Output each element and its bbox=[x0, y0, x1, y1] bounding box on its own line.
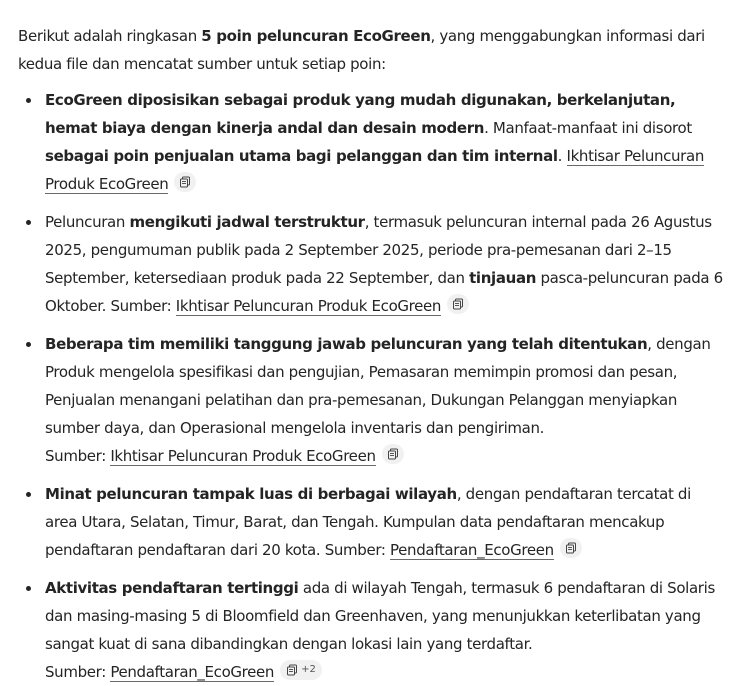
point-bold: tinjauan bbox=[469, 269, 537, 287]
document-citation-icon bbox=[286, 664, 298, 676]
document-citation-icon bbox=[179, 176, 191, 188]
source-link[interactable]: Ikhtisar Peluncuran Produk EcoGreen bbox=[110, 447, 376, 465]
intro-paragraph bbox=[18, 22, 726, 78]
launch-points-list bbox=[18, 86, 726, 686]
point-text: , dengan Produk mengelola spesifikasi dan pengujian, Pemasaran memimpin promosi dan pesan, Penjualan menangani pelatihan dan pra-pemesanan, Dukungan Pelanggan menyiapkan sumber daya, dan Operasional mengelola inventaris dan pengiriman. bbox=[45, 335, 711, 437]
point-bold: mengikuti jadwal terstruktur bbox=[129, 213, 365, 231]
point-text: Sumber: bbox=[45, 663, 111, 681]
point-text: ada di wilayah Tengah, termasuk 6 pendaftaran di Solaris dan masing-masing 5 di Bloomfield dan Greenhaven, yang menunjukkan keterlibatan yang sangat kuat di sana dibandingkan dengan lokasi lain yang terdaftar. bbox=[45, 579, 715, 653]
document-citation-icon bbox=[565, 542, 577, 554]
intro-bold: 5 poin peluncuran EcoGreen bbox=[201, 27, 431, 45]
list-item bbox=[18, 86, 726, 198]
list-item bbox=[18, 480, 726, 564]
list-item bbox=[18, 574, 726, 686]
point-text: Sumber: bbox=[45, 447, 111, 465]
point-bold: Beberapa tim memiliki tanggung jawab peluncuran yang telah ditentukan bbox=[45, 335, 648, 353]
more-citations-count: +2 bbox=[301, 664, 316, 675]
point-text: , dengan pendaftaran tercatat di area Utara, Selatan, Timur, Barat, dan Tengah. Kumpulan data pendaftaran mencakup pendaftaran pendaftaran dari 20 kota. Sumber: bbox=[45, 485, 691, 559]
point-text: pasca-peluncuran pada 6 Oktober. Sumber: bbox=[45, 269, 723, 315]
citation-badge[interactable] bbox=[174, 172, 196, 192]
citation-badge[interactable] bbox=[382, 444, 404, 464]
point-text: Peluncuran bbox=[45, 213, 130, 231]
source-link[interactable]: Ikhtisar Peluncuran Produk EcoGreen bbox=[45, 147, 704, 193]
intro-text-end: , yang menggabungkan informasi dari kedua file dan mencatat sumber untuk setiap poin: bbox=[18, 27, 705, 73]
source-link[interactable]: Pendaftaran_EcoGreen bbox=[390, 541, 554, 559]
intro-text: Berikut adalah ringkasan bbox=[18, 27, 202, 45]
source-link[interactable]: Ikhtisar Peluncuran Produk EcoGreen bbox=[175, 297, 442, 315]
point-bold: EcoGreen diposisikan sebagai produk yang mudah digunakan, berkelanjutan, hemat biaya dengan kinerja andal dan desain modern bbox=[45, 91, 676, 137]
point-bold: Minat peluncuran tampak luas di berbagai wilayah bbox=[45, 485, 457, 503]
point-bold: Aktivitas pendaftaran tertinggi bbox=[45, 579, 299, 597]
list-item bbox=[18, 330, 726, 470]
citation-badge[interactable] bbox=[280, 660, 322, 680]
document-citation-icon bbox=[452, 298, 464, 310]
source-link[interactable]: Pendaftaran_EcoGreen bbox=[110, 663, 275, 681]
point-bold: sebagai poin penjualan utama bagi pelanggan dan tim internal bbox=[45, 147, 558, 165]
point-text: . bbox=[557, 147, 567, 165]
citation-badge[interactable] bbox=[447, 294, 469, 314]
point-text: . Manfaat-manfaat ini disorot bbox=[484, 119, 692, 137]
document-citation-icon bbox=[387, 448, 399, 460]
citation-badge[interactable] bbox=[560, 538, 582, 558]
list-item bbox=[18, 208, 726, 320]
point-text: , termasuk peluncuran internal pada 26 Agustus 2025, pengumuman publik pada 2 September 2025, periode pra-pemesanan dari 2–15 September, ketersediaan produk pada 22 September, dan bbox=[45, 213, 712, 287]
